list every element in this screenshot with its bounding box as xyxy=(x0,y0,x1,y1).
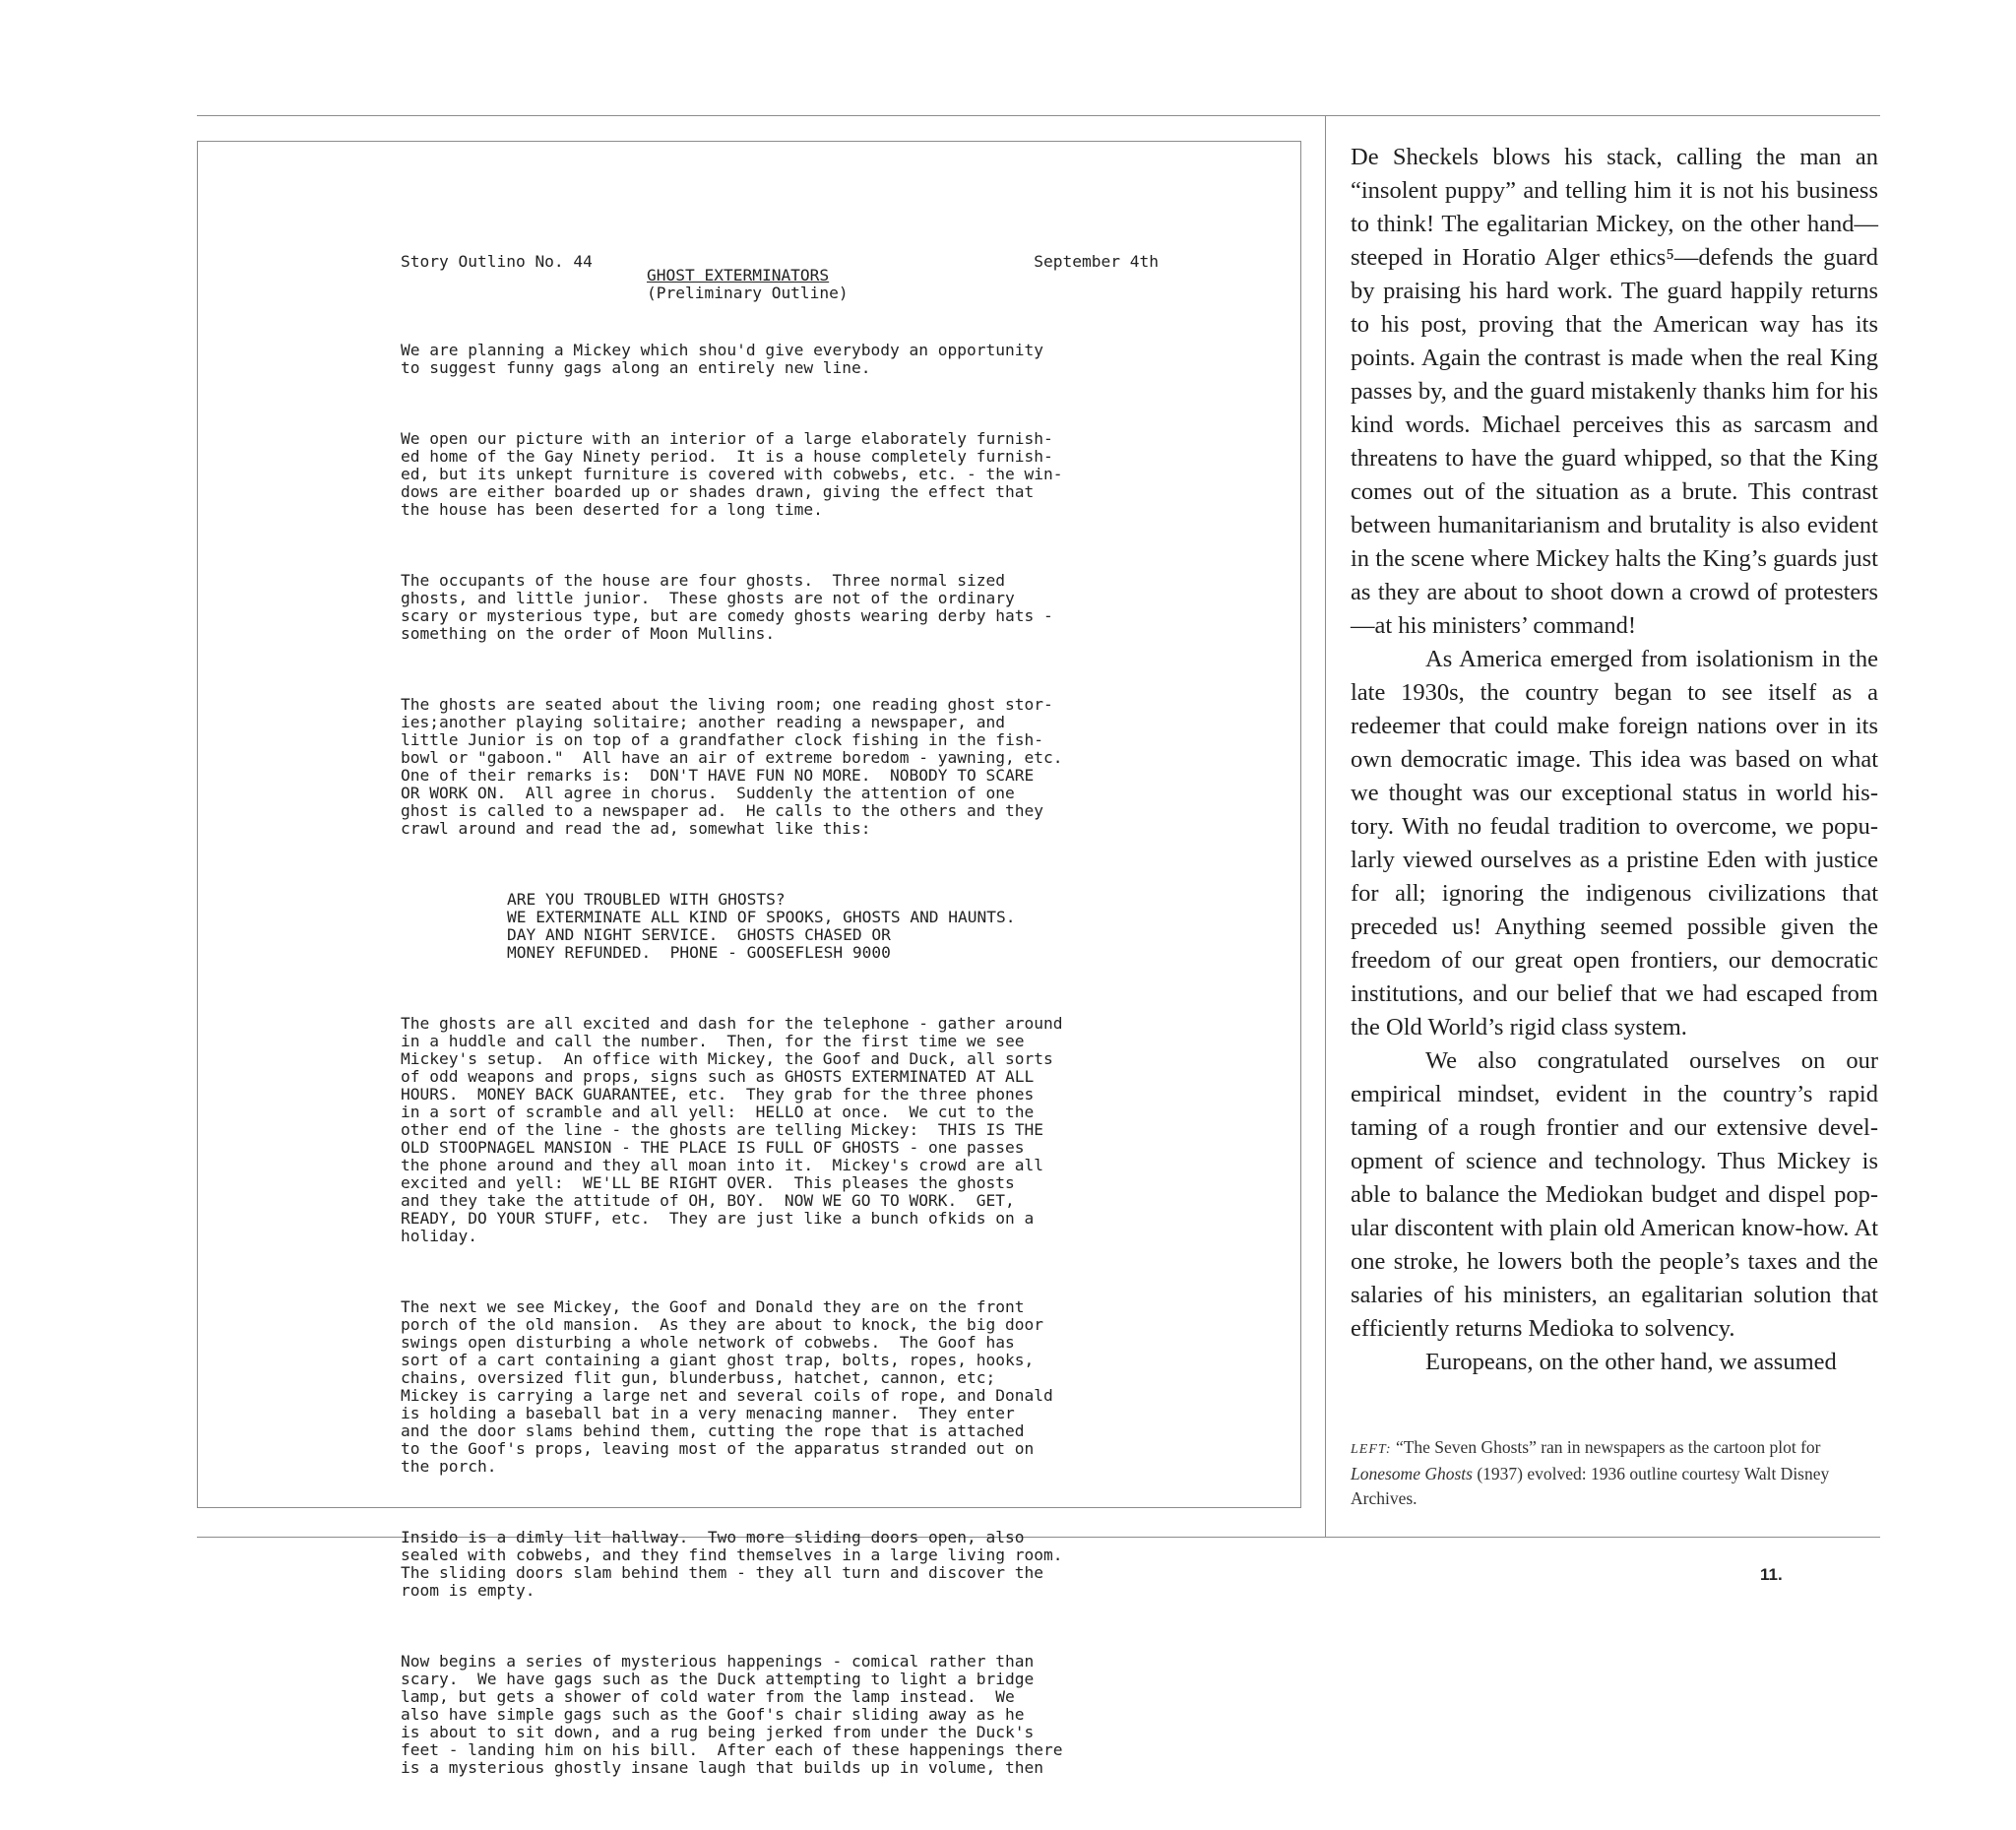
page-number: 11. xyxy=(1760,1565,1783,1584)
outline-subtitle: (Preliminary Outline) xyxy=(647,284,849,302)
outline-paragraph: We are planning a Mickey which shou'd give everybody an opportunity to suggest funny gags along an entirely new line. xyxy=(401,341,1043,377)
essay-paragraph: De Sheckels blows his stack, calling the man an “insolent puppy” and telling him it is not his business to think! The egalitarian Mickey, on the other hand—steeped in Horatio Alger ethics⁵—defends the guard by praising his hard work. The guard happily returns to his post, proving that the American way has its points. Again the contrast is made when the real King passes by, and the guard mistakenly thanks him for his kind words. Michael perceives this as sarcasm and threatens to have the guard whipped, so that the King comes out of the situation as a brute. This contrast between humanitarianism and brutality is also evident in the scene where Mickey halts the King’s guards just as they are about to shoot down a crowd of protesters—at his ministers’ command! xyxy=(1351,144,1878,639)
essay-paragraph: We also congratulated ourselves on our empirical mindset, evident in the country’s rapid taming of a rough frontier and our extensive development of science and technology. Thus Mickey is able to balance the Mediokan budget and dispel popular discontent with plain old American know-how. At one stroke, he lowers both the people’s taxes and the salaries of his ministers, an egalitarian solution that efficiently returns Medioka to solvency. xyxy=(1351,1047,1878,1342)
essay-column xyxy=(1351,141,1878,1379)
outline-paragraph: Insido is a dimly lit hallway. Two more sliding doors open, also sealed with cobwebs, and they find themselves in a large living room. The sliding doors slam behind them - they all turn and discover the room is empty. xyxy=(401,1528,1063,1600)
newspaper-ad-text: ARE YOU TROUBLED WITH GHOSTS? WE EXTERMINATE ALL KIND OF SPOOKS, GHOSTS AND HAUNTS. DAY AND NIGHT SERVICE. GHOSTS CHASED OR MONEY REFUNDED. PHONE - GOOSEFLESH 9000 xyxy=(507,890,1016,962)
outline-paragraph: The ghosts are all excited and dash for the telephone - gather around in a huddle and call the number. Then, for the first time we see Mickey's setup. An office with Mickey, the Goof and Duck, all sorts of odd weapons and props, signs such as GHOSTS EXTERMINATED AT ALL HOURS. MONEY BACK GUARANTEE, etc. They grab for the three phones in a sort of scramble and all yell: HELLO at once. We cut to the other end of the line - the ghosts are telling Mickey: THIS IS THE OLD STOOPNAGEL MANSION - THE PLACE IS FULL OF GHOSTS - one passes the phone around and they all moan into it. Mickey's crowd are all excited and yell: WE'LL BE RIGHT OVER. This pleases the ghosts and they take the attitude of OH, BOY. NOW WE GO TO WORK. GET, READY, DO YOUR STUFF, etc. They are just like a bunch ofkids on a holiday. xyxy=(401,1014,1063,1245)
caption-film-title: Lonesome Ghosts xyxy=(1351,1464,1473,1483)
caption-text-after: (1937) evolved: 1936 outline courtesy Walt Disney Archives. xyxy=(1351,1464,1830,1508)
top-rule xyxy=(197,115,1880,116)
essay-paragraph: Europeans, on the other hand, we assumed xyxy=(1425,1349,1837,1375)
outline-paragraph: We open our picture with an interior of a large elaborately furnish- ed home of the Gay Ninety period. It is a house completely furnish- ed, but its unkept furniture is covered with cobwebs, etc. - the win- dows are either boarded up or shades drawn, giving the effect that the house has been deserted for a long time. xyxy=(401,429,1063,519)
caption-text: “The Seven Ghosts” ran in newspapers as the cartoon plot for xyxy=(1391,1437,1821,1457)
outline-paragraph: Now begins a series of mysterious happenings - comical rather than scary. We have gags such as the Duck attempting to light a bridge lamp, but gets a shower of cold water from the lamp instead. We also have simple gags such as the Goof's chair sliding away as he is about to sit down, and a rug being jerked from under the Duck's feet - landing him on his bill. After each of these happenings there is a mysterious ghostly insane laugh that builds up in volume, then xyxy=(401,1652,1063,1777)
outline-title: GHOST EXTERMINATORS xyxy=(647,266,830,284)
outline-date: September 4th xyxy=(1034,252,1159,271)
outline-paragraph: The occupants of the house are four ghosts. Three normal sized ghosts, and little junior. These ghosts are not of the ordinary scary or mysterious type, but are comedy ghosts wearing derby hats - something on the order of Moon Mullins. xyxy=(401,571,1053,643)
outline-paragraph: The ghosts are seated about the living room; one reading ghost stor- ies;another playing solitaire; another reading a newspaper, and little Junior is on top of a grandfather clock fishing in the fish- bowl or "gaboon." All have an air of extreme boredom - yawning, etc. One of their remarks is: DON'T HAVE FUN NO MORE. NOBODY TO SCARE OR WORK ON. All agree in chorus. Suddenly the attention of one ghost is called to a newspaper ad. He calls to the others and they crawl around and read the ad, somewhat like this: xyxy=(401,695,1063,838)
outline-paragraph: The next we see Mickey, the Goof and Donald they are on the front porch of the old mansion. As they are about to knock, the big door swings open disturbing a whole network of cobwebs. The Goof has sort of a cart containing a giant ghost trap, bolts, ropes, hooks, chains, oversized flit gun, blunderbuss, hatchet, cannon, etc; Mickey is carrying a large net and several coils of rope, and Donald is holding a baseball bat in a very menacing manner. They enter and the door slams behind them, cutting the rope that is attached to the Goof's props, leaving most of the apparatus stranded out on the porch. xyxy=(401,1297,1053,1476)
outline-document-image xyxy=(197,141,1301,1777)
caption-lead: LEFT: xyxy=(1351,1442,1392,1457)
essay-paragraph: As America emerged from isolationism in the late 1930s, the country began to see itself as a redeemer that could make foreign nations over in its own democratic image. This idea was based on what we thought was our exceptional status in world history. With no feudal tradition to overcome, we popularly viewed ourselves as a pristine Eden with justice for all; ignoring the indigenous civilizations that preceded us! Anything seemed possible given the freedom of our great open frontiers, our democratic institutions, and our belief that we had escaped from the Old World’s rigid class system. xyxy=(1351,646,1878,1041)
outline-header xyxy=(401,252,1168,302)
typed-outline xyxy=(401,218,1168,1830)
column-divider xyxy=(1325,115,1326,1537)
figure-caption xyxy=(1351,1435,1872,1511)
outline-number: Story Outlino No. 44 xyxy=(401,252,593,271)
